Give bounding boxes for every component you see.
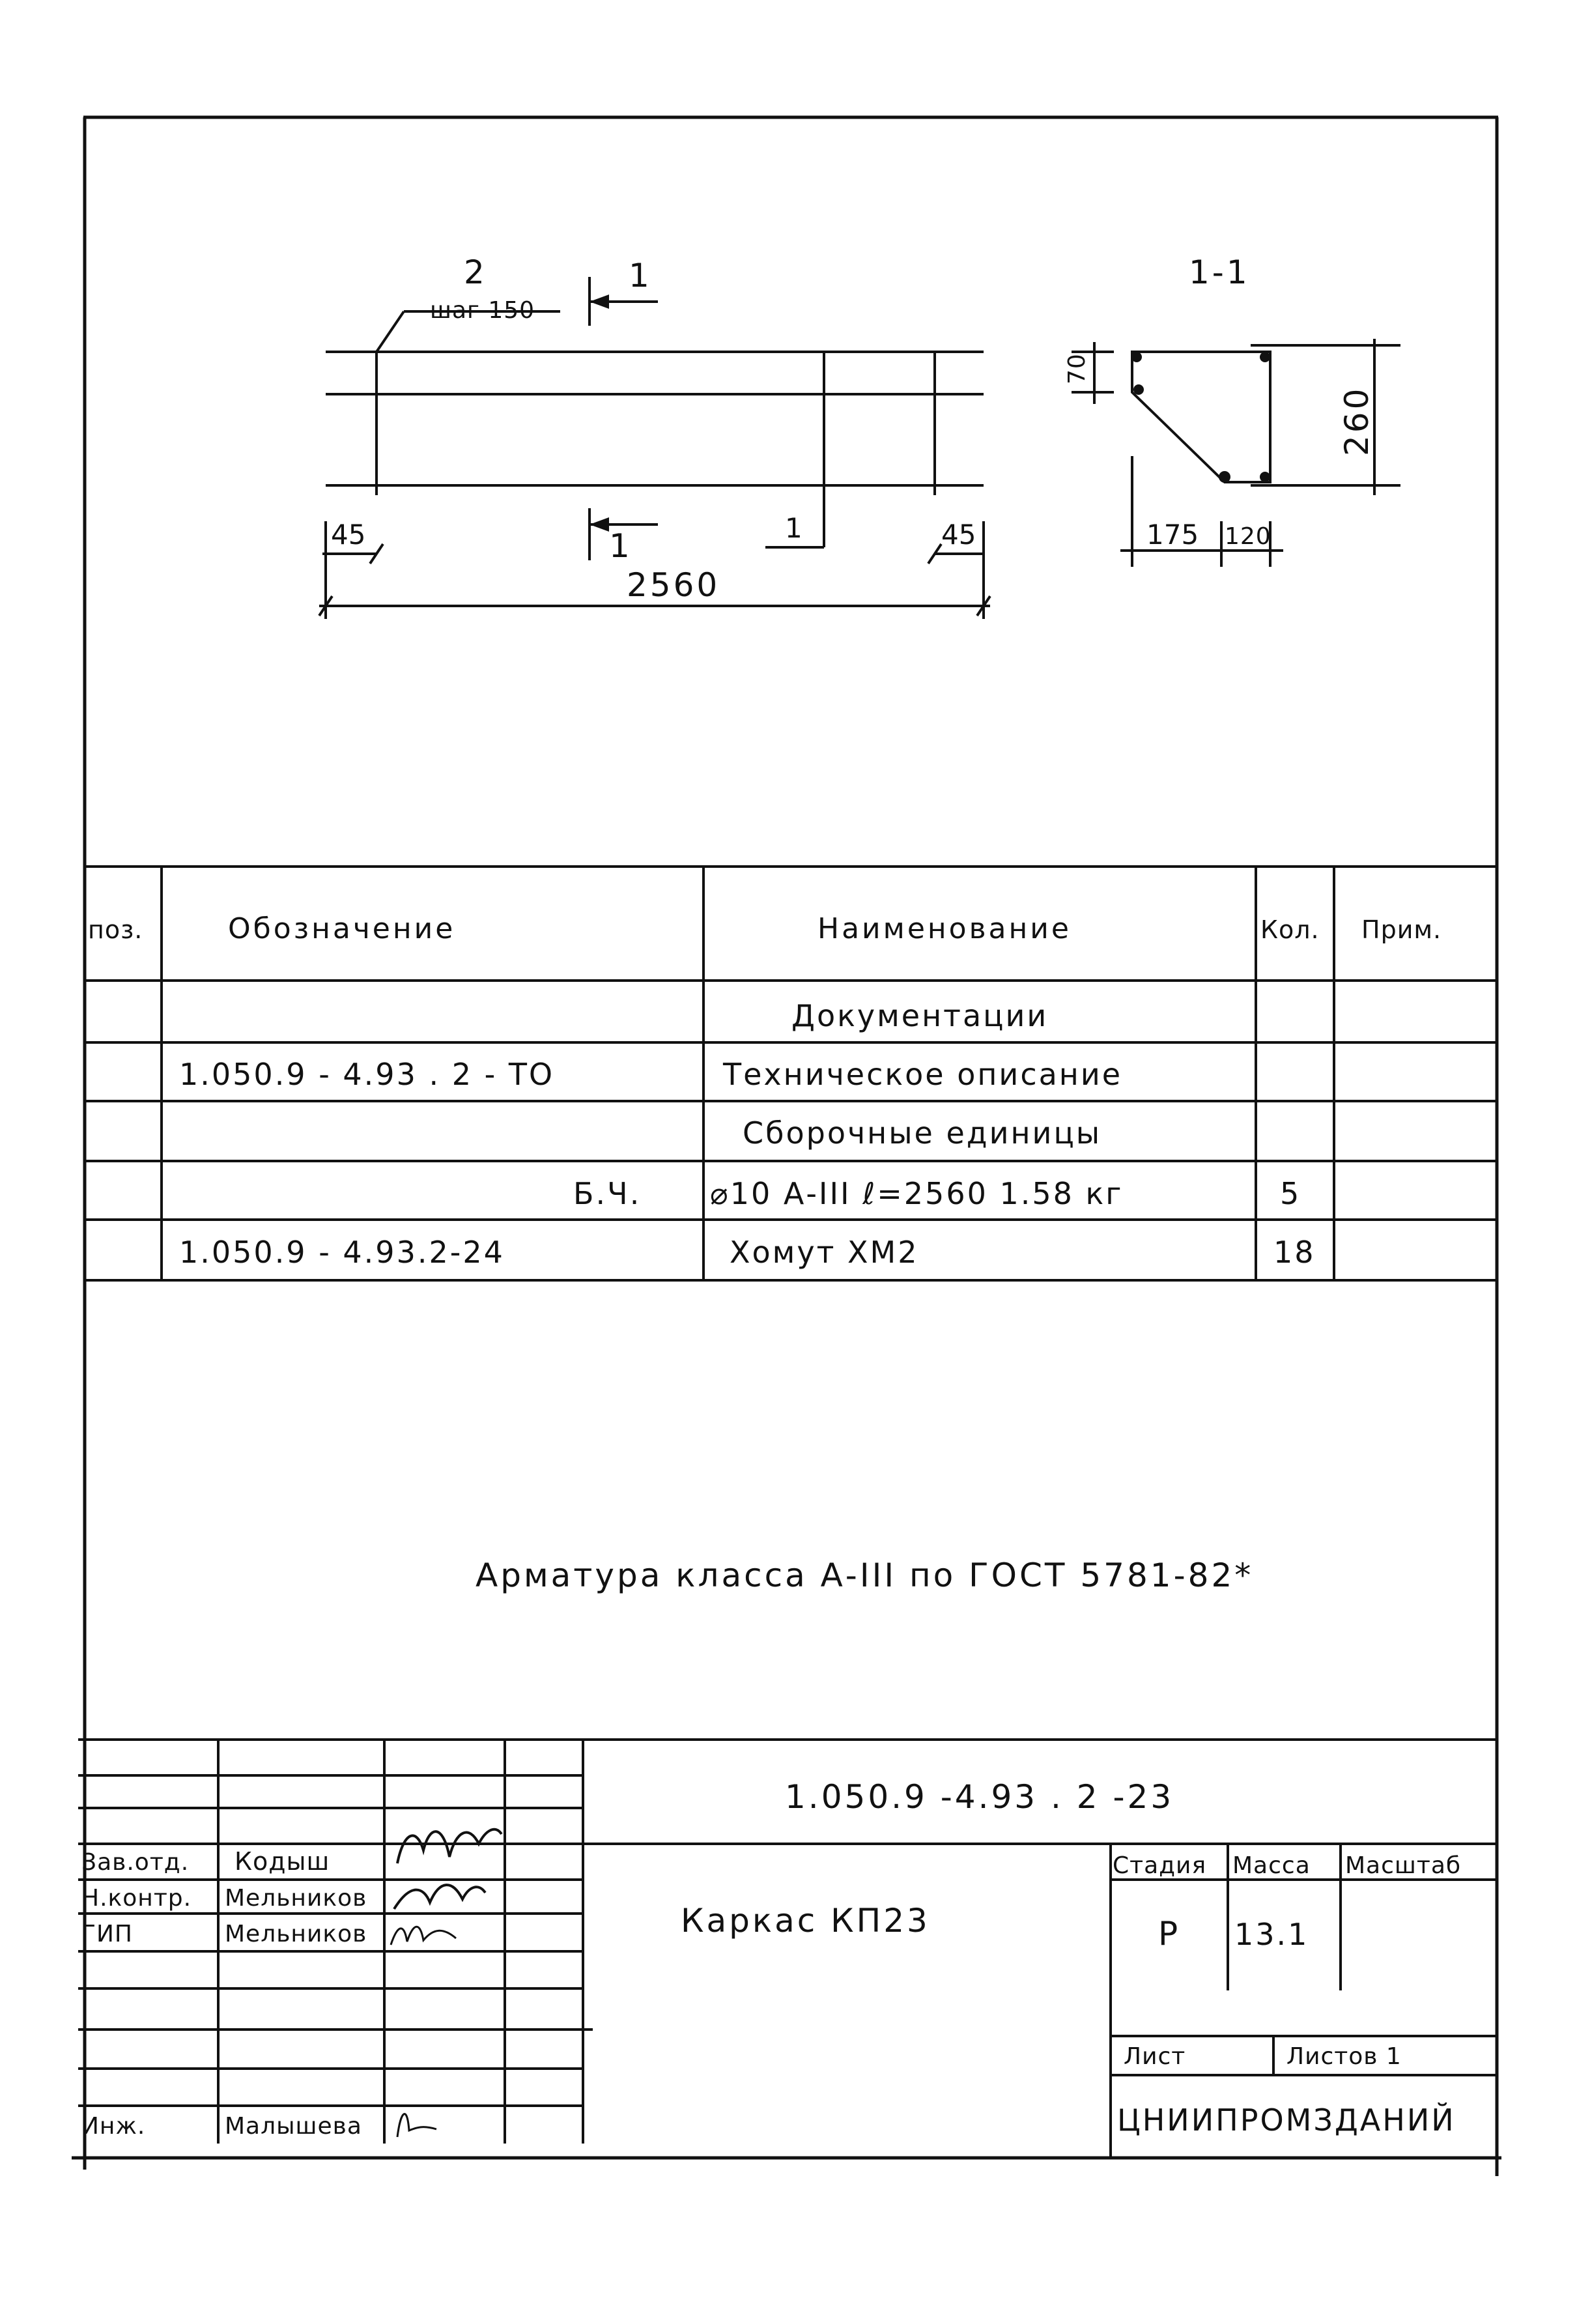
dim-175: 175 (1146, 519, 1199, 551)
table-row-qty: 5 (1280, 1176, 1301, 1211)
stage-value: Р (1158, 1915, 1181, 1953)
table-row-name: Сборочные единицы (743, 1115, 1102, 1151)
table-row-designation: 1.050.9 - 4.93.2-24 (179, 1235, 505, 1270)
header-note: Прим. (1361, 915, 1442, 944)
doc-code: 1.050.9 -4.93 . 2 -23 (785, 1778, 1174, 1816)
signatory-name: Кодыш (234, 1847, 330, 1876)
mass-label: Масса (1232, 1852, 1311, 1879)
dim-45-right: 45 (941, 519, 976, 551)
rebar-dot (1260, 472, 1270, 482)
organization: ЦНИИПРОМЗДАНИЙ (1117, 2102, 1456, 2138)
dim-45-left: 45 (331, 519, 366, 551)
reinforcement-note: Арматура класса А-III по ГОСТ 5781-82* (476, 1557, 1254, 1594)
section-rebars (1131, 352, 1270, 483)
dim-70: 70 (1064, 353, 1090, 384)
signature-melnikov-1 (394, 1885, 485, 1909)
section-mark-bottom: 1 (609, 527, 632, 565)
section-mark-top: 1 (629, 257, 652, 294)
stage-label: Стадия (1113, 1852, 1207, 1879)
rebar-dot (1260, 352, 1270, 362)
signatory-name: Мельников (225, 1885, 367, 1912)
table-row-name: Техническое описание (723, 1057, 1123, 1092)
header-name: Наименование (817, 912, 1072, 945)
signature-kodysh (397, 1829, 502, 1863)
signatory-role: Инж. (81, 2113, 146, 2140)
signatory-name: Мельников (225, 1921, 367, 1947)
header-designation: Обозначение (228, 912, 456, 945)
label-pos1: 1 (785, 512, 803, 544)
product-name: Каркас КП23 (681, 1902, 930, 1940)
table-row-qty: 18 (1273, 1235, 1316, 1270)
signatory-role: Н.контр. (81, 1885, 192, 1912)
label-pos2: 2 (464, 253, 487, 291)
header-qty: Кол. (1260, 915, 1320, 944)
signatory-role: ГИП (81, 1921, 133, 1947)
table-row-designation: 1.050.9 - 4.93 . 2 - ТО (179, 1057, 555, 1092)
signatory-name: Малышева (225, 2113, 362, 2140)
sheet-label: Лист (1124, 2043, 1186, 2070)
label-step: шаг 150 (430, 297, 535, 324)
rebar-dot (1133, 384, 1144, 395)
table-row-designation: Б.Ч. (573, 1176, 642, 1211)
rebar-dot (1131, 352, 1142, 362)
table-row-name: Хомут ХМ2 (730, 1235, 919, 1270)
dim-120: 120 (1225, 523, 1272, 550)
signature-melnikov-2 (391, 1927, 456, 1945)
section-title: 1-1 (1189, 253, 1250, 291)
dim-total: 2560 (627, 566, 720, 604)
mass-value: 13.1 (1234, 1917, 1309, 1952)
header-pos: поз. (88, 915, 143, 944)
table-row-name: ⌀10 А-III ℓ=2560 1.58 кг (710, 1176, 1124, 1211)
dim-260: 260 (1338, 386, 1376, 456)
rebar-dot (1219, 471, 1230, 483)
table-row-name: Документации (791, 998, 1049, 1033)
signature-malysheva (397, 2114, 436, 2137)
signatory-role: Зав.отд. (81, 1849, 190, 1876)
scale-label: Масштаб (1345, 1852, 1462, 1879)
sheets-label: Листов 1 (1286, 2043, 1402, 2070)
